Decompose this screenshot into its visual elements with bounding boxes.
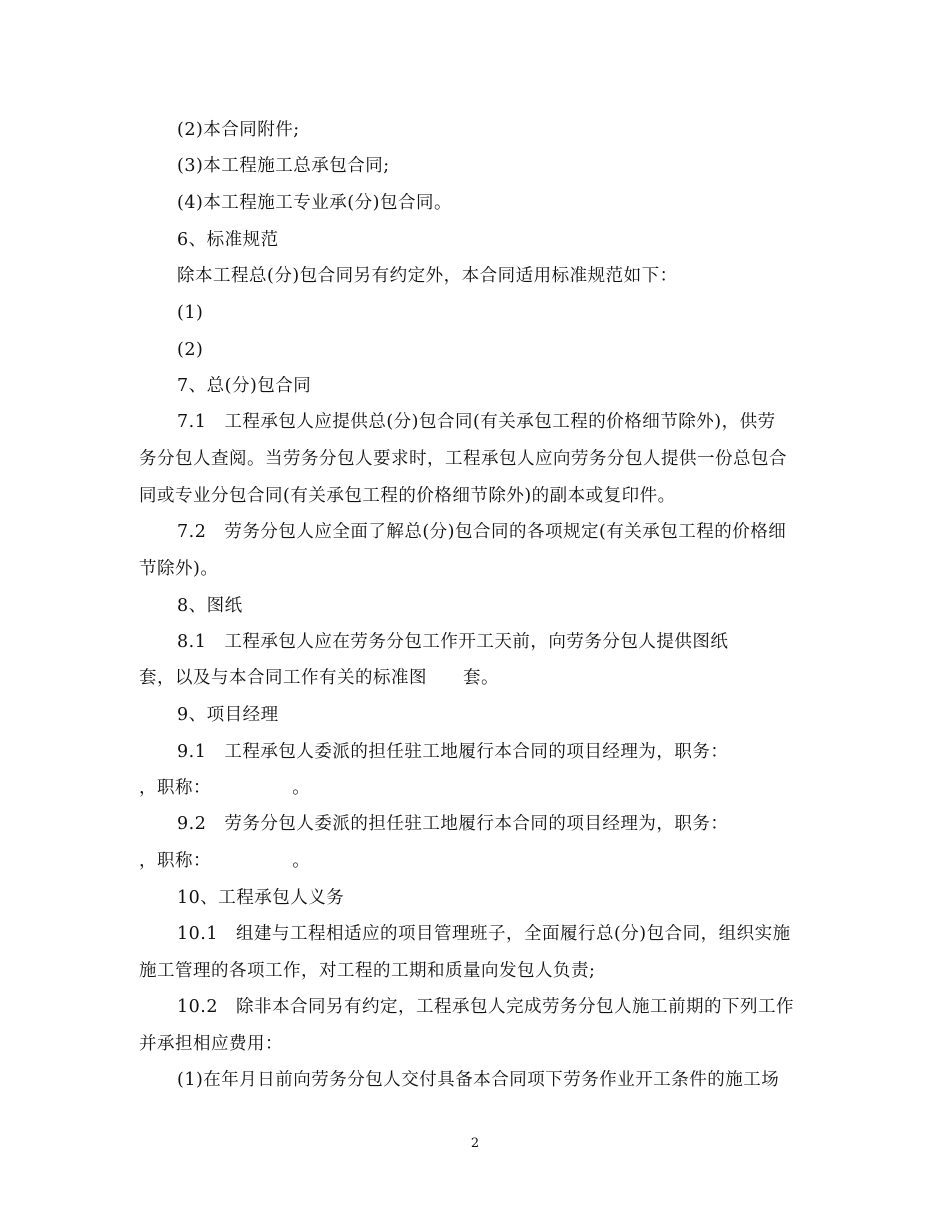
text-line: 务分包人查阅。当劳务分包人要求时，工程承包人应向劳务分包人提供一份总包合	[139, 449, 787, 469]
section-heading: 7、总(分)包合同	[177, 376, 312, 396]
text-line: (3)本工程施工总承包合同;	[177, 156, 390, 176]
text-line: 7.1 工程承包人应提供总(分)包合同(有关承包工程的价格细节除外)，供劳	[177, 412, 776, 432]
text-line: 9.2 劳务分包人委派的担任驻工地履行本合同的项目经理为，职务：	[177, 814, 729, 834]
page-number: 2	[470, 1136, 480, 1151]
text-line: (2)	[177, 340, 204, 360]
text-line: (2)本合同附件;	[177, 120, 300, 140]
text-line: (1)	[177, 303, 204, 323]
text-line: ，职称： 。	[139, 851, 311, 871]
section-heading: 9、项目经理	[177, 705, 279, 725]
section-heading: 10、工程承包人义务	[177, 888, 345, 908]
text-line: 8.1 工程承包人应在劳务分包工作开工天前，向劳务分包人提供图纸	[177, 632, 729, 652]
text-line: 10.1 组建与工程相适应的项目管理班子，全面履行总(分)包合同，组织实施	[177, 924, 791, 944]
text-line: (4)本工程施工专业承(分)包合同。	[177, 193, 452, 213]
text-line: 9.1 工程承包人委派的担任驻工地履行本合同的项目经理为，职务：	[177, 742, 729, 762]
text-line: 10.2 除非本合同另有约定，工程承包人完成劳务分包人施工前期的下列工作	[177, 997, 794, 1017]
text-line: 同或专业分包合同(有关承包工程的价格细节除外)的副本或复印件。	[139, 486, 676, 506]
text-line: 除本工程总(分)包合同另有约定外，本合同适用标准规范如下：	[177, 266, 678, 286]
text-line: 7.2 劳务分包人应全面了解总(分)包合同的各项规定(有关承包工程的价格细	[177, 522, 787, 542]
text-line: 施工管理的各项工作，对工程的工期和质量向发包人负责;	[139, 961, 596, 981]
text-line: 并承担相应费用：	[139, 1034, 283, 1054]
text-line: 节除外)。	[139, 559, 219, 579]
text-line: (1)在年月日前向劳务分包人交付具备本合同项下劳务作业开工条件的施工场	[177, 1070, 780, 1090]
text-line: 套，以及与本合同工作有关的标准图 套。	[139, 668, 499, 688]
text-line: ，职称： 。	[139, 778, 311, 798]
section-heading: 8、图纸	[177, 596, 243, 616]
section-heading: 6、标准规范	[177, 230, 279, 250]
